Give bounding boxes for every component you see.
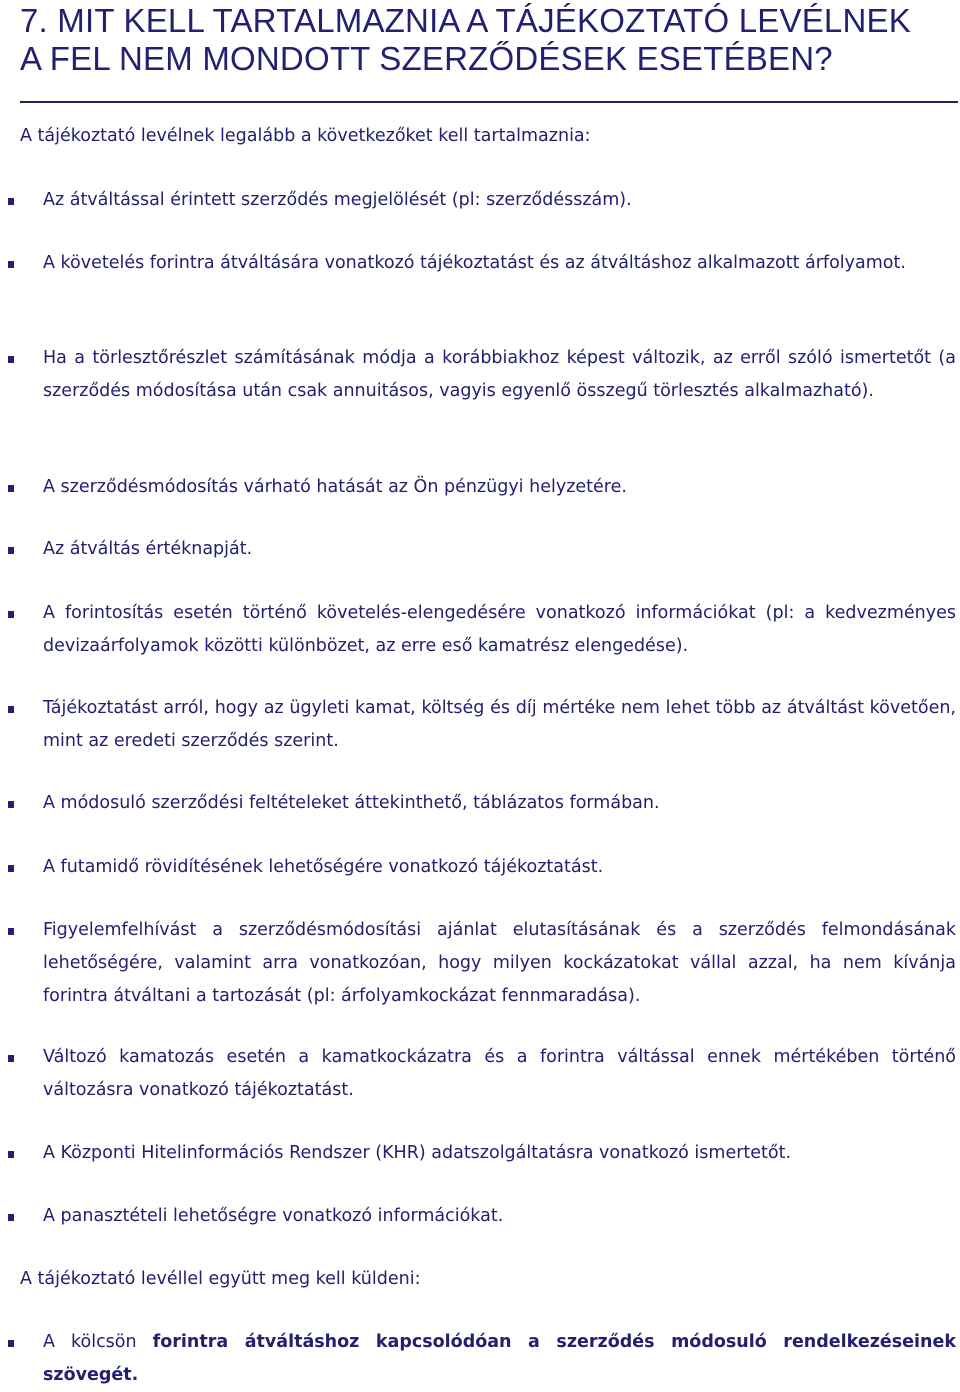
list-item-text: A módosuló szerződési feltételeket áttekinthető, táblázatos formában. — [43, 793, 660, 813]
bullet-icon — [8, 611, 14, 618]
bullet-icon — [8, 356, 14, 363]
last-item-prefix: A kölcsön — [43, 1332, 153, 1352]
outro-paragraph: A tájékoztató levéllel együtt meg kell küldeni: — [20, 1269, 421, 1289]
list-item-text: Ha a törlesztőrészlet számításának módja a korábbiakhoz képest változik, az erről szóló ismertetőt (a szerződés módosítása után csak annuitásos, vagyis egyenlő összegű törlesztés alkalmazható). — [43, 348, 956, 401]
heading-divider — [20, 101, 958, 103]
heading-line-1: 7. MIT KELL TARTALMAZNIA A TÁJÉKOZTATÓ LEVÉLNEK — [20, 2, 911, 39]
bullet-icon — [8, 485, 14, 492]
list-item-text: A forintosítás esetén történő követelés-elengedésére vonatkozó információkat (pl: a kedvezményes devizaárfolyamok közötti különbözet, az erre eső kamatrész elengedése). — [43, 603, 956, 656]
list-item-text: Változó kamatozás esetén a kamatkockázatra és a forintra váltással ennek mértékében történő változásra vonatkozó tájékoztatást. — [43, 1047, 956, 1100]
bullet-icon — [8, 1055, 14, 1062]
bullet-icon — [8, 865, 14, 872]
bullet-icon — [8, 801, 14, 808]
list-item-text: A követelés forintra átváltására vonatkozó tájékoztatást és az átváltáshoz alkalmazott árfolyamot. — [43, 253, 906, 273]
bullet-icon — [8, 1214, 14, 1221]
list-item-text: Az átváltás értéknapját. — [43, 539, 253, 559]
list-item-text: A futamidő rövidítésének lehetőségére vonatkozó tájékoztatást. — [43, 857, 604, 877]
list-item-text: A szerződésmódosítás várható hatását az Ön pénzügyi helyzetére. — [43, 477, 627, 497]
bullet-icon — [8, 261, 14, 268]
list-item-text: Az átváltással érintett szerződés megjelölését (pl: szerződésszám). — [43, 190, 632, 210]
section-heading — [20, 2, 950, 78]
bullet-icon — [8, 1340, 14, 1347]
bullet-icon — [8, 928, 14, 935]
bullet-icon — [8, 706, 14, 713]
list-item-text: Tájékoztatást arról, hogy az ügyleti kamat, költség és díj mértéke nem lehet több az átváltást követően, mint az eredeti szerződés szerint. — [43, 698, 956, 751]
list-item-text — [43, 1326, 956, 1392]
heading-line-2: A FEL NEM MONDOTT SZERZŐDÉSEK ESETÉBEN? — [20, 40, 833, 77]
list-item-text: A panasztételi lehetőségre vonatkozó információkat. — [43, 1206, 504, 1226]
last-item-bold-text: forintra átváltáshoz kapcsolódóan a szerződés módosuló rendelkezéseinek szövegét. — [43, 1332, 957, 1385]
list-item-text: A Központi Hitelinformációs Rendszer (KHR) adatszolgáltatásra vonatkozó ismertetőt. — [43, 1143, 792, 1163]
intro-paragraph: A tájékoztató levélnek legalább a következőket kell tartalmaznia: — [20, 126, 591, 146]
bullet-icon — [8, 547, 14, 554]
bullet-icon — [8, 198, 14, 205]
bullet-icon — [8, 1151, 14, 1158]
list-item-text: Figyelemfelhívást a szerződésmódosítási ajánlat elutasításának és a szerződés felmondásának lehetőségére, valamint arra vonatkozóan, hogy milyen kockázatokat vállal azzal, ha nem kívánja forintra átváltani a tartozását (pl: árfolyamkockázat fennmaradása). — [43, 920, 956, 1006]
